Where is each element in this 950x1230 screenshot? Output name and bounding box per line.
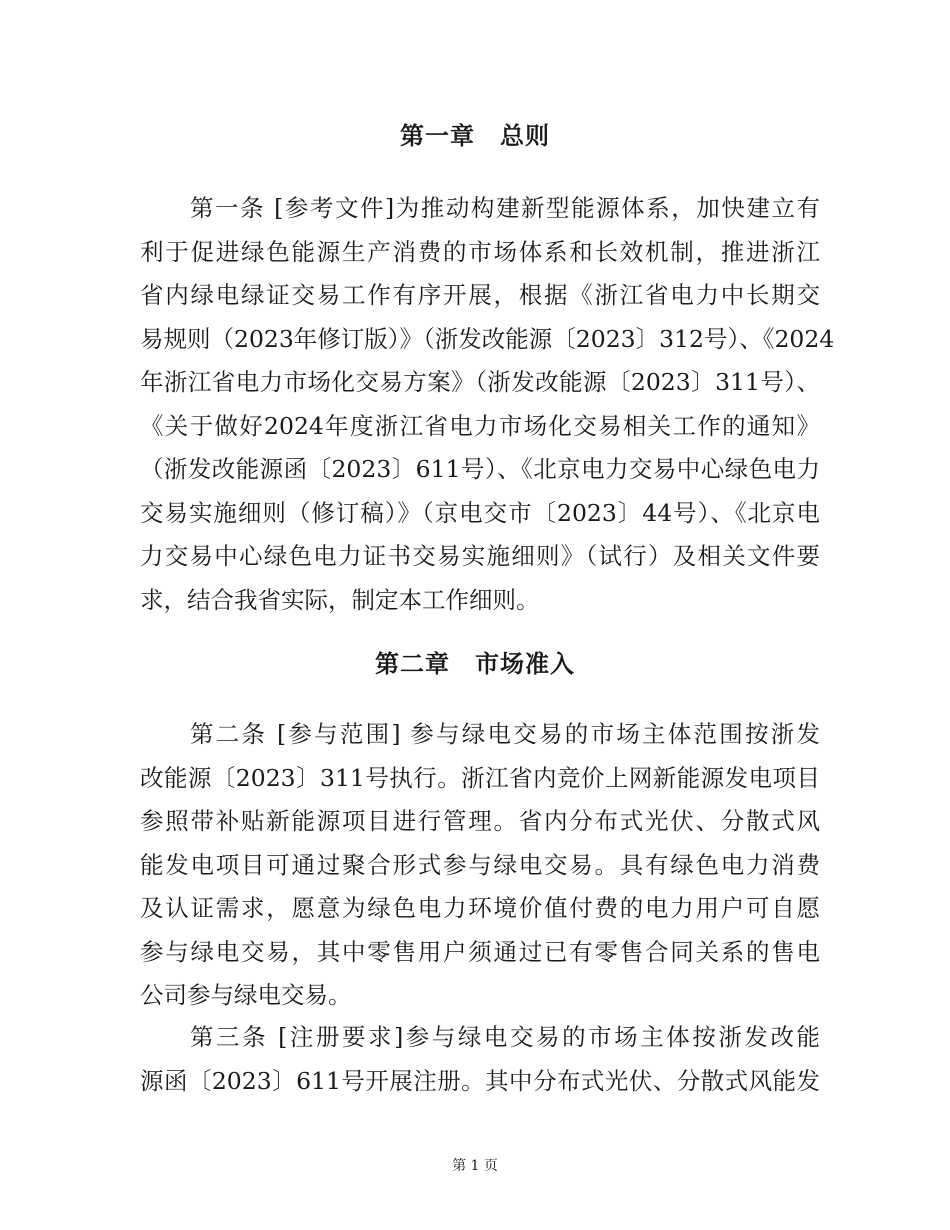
article-3 [140, 1016, 820, 1103]
article-2-line: 公司参与绿电交易。 [140, 981, 352, 1009]
article-2-line: 第二条 [参与范围] 参与绿电交易的市场主体范围按浙发 [190, 720, 820, 748]
article-2-line: 能发电项目可通过聚合形式参与绿电交易。具有绿色电力消费 [140, 850, 820, 879]
article-2-line: 参与绿电交易，其中零售用户须通过已有零售合同关系的售电 [140, 937, 820, 966]
article-1-line: 《关于做好2024年度浙江省电力市场化交易相关工作的通知》 [140, 411, 820, 440]
article-1 [140, 187, 835, 622]
article-2 [140, 713, 820, 1018]
article-1-line: 易规则（2023年修订版）》（浙发改能源〔2023〕312号）、《2024 [140, 324, 835, 353]
article-1-line: 省内绿电绿证交易工作有序开展，根据《浙江省电力中长期交 [140, 281, 820, 309]
article-1-line: 力交易中心绿色电力证书交易实施细则》（试行）及相关文件要 [140, 542, 820, 570]
article-2-line: 参照带补贴新能源项目进行管理。省内分布式光伏、分散式风 [140, 807, 820, 835]
article-2-line: 改能源〔2023〕311号执行。浙江省内竞价上网新能源发电项目 [140, 763, 820, 792]
article-3-line: 源函〔2023〕611号开展注册。其中分布式光伏、分散式风能发 [140, 1066, 820, 1095]
article-1-line: 第一条 [参考文件]为推动构建新型能源体系，加快建立有 [190, 194, 820, 222]
article-1-line: 年浙江省电力市场化交易方案》（浙发改能源〔2023〕311号）、 [140, 368, 820, 396]
article-1-line: （浙发改能源函〔2023〕611号）、《北京电力交易中心绿色电力 [140, 455, 820, 483]
chapter-1-title: 第一章 总则 [400, 122, 550, 150]
article-1-line: 利于促进绿色能源生产消费的市场体系和长效机制，推进浙江 [140, 237, 820, 266]
article-1-line: 交易实施细则（修订稿）》（京电交市〔2023〕44号）、《北京电 [140, 498, 820, 527]
article-1-line: 求，结合我省实际，制定本工作细则。 [140, 585, 540, 614]
chapter-2-title: 第二章 市场准入 [375, 650, 575, 678]
article-2-line: 及认证需求，愿意为绿色电力环境价值付费的电力用户可自愿 [140, 894, 820, 922]
page-number: 第 1 页 [452, 1158, 498, 1174]
article-3-line: 第三条 [注册要求]参与绿电交易的市场主体按浙发改能 [190, 1023, 820, 1051]
